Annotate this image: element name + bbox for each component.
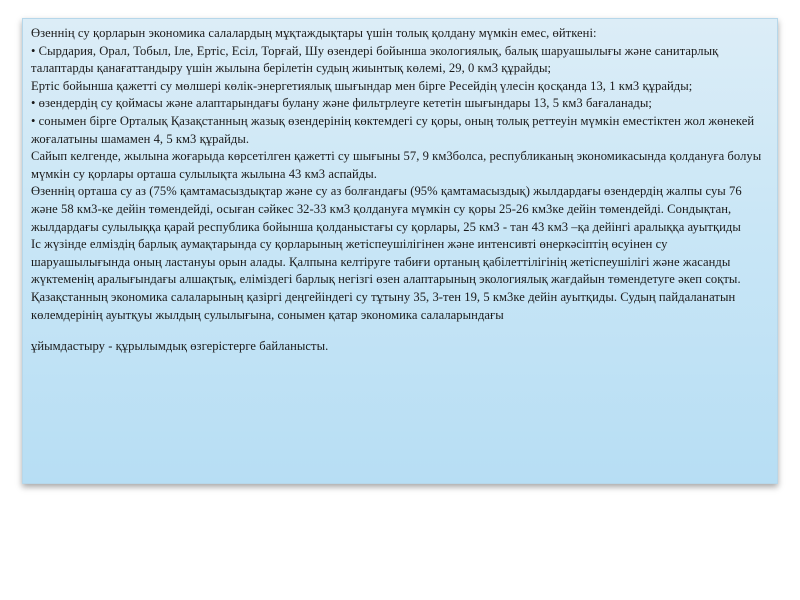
paragraph-irtysh: Ертіс бойынша қажетті су мөлшері көлік-энергетиялық шығындар мен бірге Ресейдің үлесін қосқанда 13, 1 км3 құрайды; xyxy=(31,78,693,93)
paragraph-bullet-central-kazakhstan: • сонымен бірге Орталық Қазақстанның жазық өзендерінің көктемдегі су қоры, оның толық реттеуін мүмкін еместіктен жол жөнекей жоғалатыны шамамен 4, 5 км3 құрайды. xyxy=(31,113,755,146)
paragraph-intro: Өзеннің су қорларын экономика салалардың мұқтаждықтары үшін толық қолдану мүмкін емес, өйткені: xyxy=(31,26,597,40)
paragraph-summary: Сайып келгенде, жылына жоғарыда көрсетілген қажетті су шығыны 57, 9 км3болса, республиканың экономикасында қолдануға болуы мүмкін су қорлары орташа сулылықта жылына 43 км3 аспайды. xyxy=(31,149,762,181)
paragraph-pollution: Іс жүзінде елміздің барлық аумақтарында су қорларының жетіспеушілігінен және интенсивті өнеркәсіптің өсуінен су шаруашылығында оның ластануы орын алады. Қалпына келтіруге табиғи ортаның қабілеттілігінің жетіспеушілігі және жасанды жүктеменің аралығындағы алшақтық, еліміздегі барлық негізгі өзен алаптарының экологиялық жағдайын төмендетуге әкеп соқты. xyxy=(31,237,741,287)
content-text-box xyxy=(22,18,778,484)
paragraph-bullet-evaporation: • өзендердің су қоймасы және алаптарындағы булану және фильтрлеуге кететін шығындары 13, 5 км3 бағаланады; xyxy=(31,96,652,111)
paragraph-low-water-years: Өзеннің орташа су аз (75% қамтамасыздықтар және су аз болғандағы (95% қамтамасыздық) жылдардағы өзендердің жалпы суы 76 және 58 км3-ке дейін төмендейді, осыған сәйкес 32-33 км3 қолдануға мүмкін су қоры 25-26 км3ке дейін төмендейді. Сондықтан, жылдардағы сулылыққа қарай республика бойынша қолданыстағы су қорлары, 25 км3 - тан 43 км3 –қа дейінгі аралыққа ауытқиды xyxy=(31,184,742,234)
paragraph-consumption: Қазақстанның экономика салаларының қазіргі деңгейіндегі су тұтыну 35, 3-тен 19, 5 км3ке дейін ауытқиды. Судың пайдаланатын көлемдерінің ауытқуы жылдың сулылығына, сонымен қатар экономика салаларындағы xyxy=(31,289,736,322)
paragraph-bullet-rivers: • Сырдария, Орал, Тобыл, Іле, Ертіс, Есіл, Торғай, Шу өзендері бойынша экологиялық, балық шаруашылығы және санитарлық талаптарды қанағаттандыру үшін жылына берілетін судың жиынтық көлемі, 29, 0 км3 құрайды; xyxy=(31,43,719,76)
paragraph-closing: ұйымдастыру - құрылымдық өзгерістерге байланысты. xyxy=(31,339,329,354)
